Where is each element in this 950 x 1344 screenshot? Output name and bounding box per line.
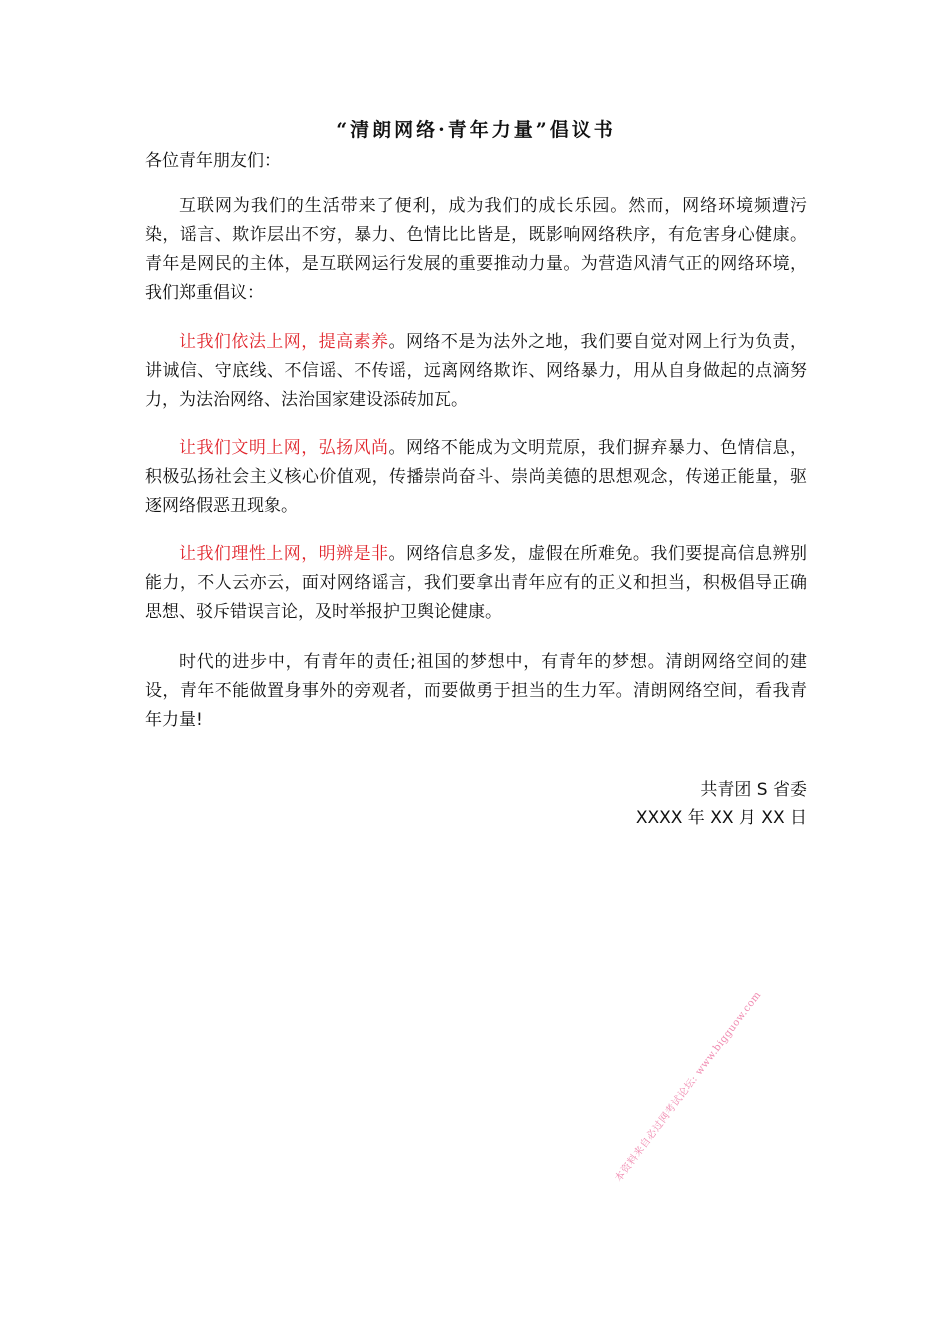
paragraph-intro <box>145 192 807 308</box>
salutation: 各位青年朋友们： <box>145 151 281 171</box>
paragraph-closing <box>145 648 807 735</box>
document-title: “清朗网络·青年力量”倡议书 <box>336 119 616 141</box>
paragraph-text: 。网络信息多发，虚假在所难免。我们要提高信息辨别能力，不人云亦云，面对网络谣言，我们要拿出青年应有的正义和担当，积极倡导正确思想、驳斥错误言论，及时举报护卫舆论健康。 <box>145 544 808 622</box>
paragraph-text: 互联网为我们的生活带来了便利，成为我们的成长乐园。然而，网络环境频遭污染，谣言、欺诈层出不穷，暴力、色情比比皆是，既影响网络秩序，有危害身心健康。青年是网民的主体，是互联网运行发展的重要推动力量。为营造风清气正的网络环境，我们郑重倡议： <box>145 196 807 303</box>
paragraph-text: 时代的进步中，有青年的责任;祖国的梦想中，有青年的梦想。清朗网络空间的建设，青年不能做置身事外的旁观者，而要做勇于担当的生力军。清朗网络空间，看我青年力量! <box>145 652 807 730</box>
signature-org: 共青团 S 省委 <box>700 780 807 800</box>
paragraph-civility <box>145 434 807 521</box>
highlight-phrase: 让我们理性上网，明辨是非 <box>179 544 389 564</box>
highlight-phrase: 让我们依法上网，提高素养 <box>179 332 389 352</box>
paragraph-text: 。网络不是为法外之地，我们要自觉对网上行为负责，讲诚信、守底线、不信谣、不传谣，远离网络欺诈、网络暴力，用从自身做起的点滴努力，为法治网络、法治国家建设添砖加瓦。 <box>145 332 808 410</box>
signature-date: XXXX 年 XX 月 XX 日 <box>635 808 807 828</box>
paragraph-law <box>145 328 807 415</box>
signature-block <box>636 776 807 832</box>
watermark-text: 本资料来自必过网考试论坛: www.bigguow.com <box>613 989 764 1185</box>
paragraph-text: 。网络不能成为文明荒原，我们摒弃暴力、色情信息，积极弘扬社会主义核心价值观，传播崇尚奋斗、崇尚美德的思想观念，传递正能量，驱逐网络假恶丑现象。 <box>145 438 808 516</box>
paragraph-rationality <box>145 540 807 627</box>
highlight-phrase: 让我们文明上网，弘扬风尚 <box>179 438 389 458</box>
